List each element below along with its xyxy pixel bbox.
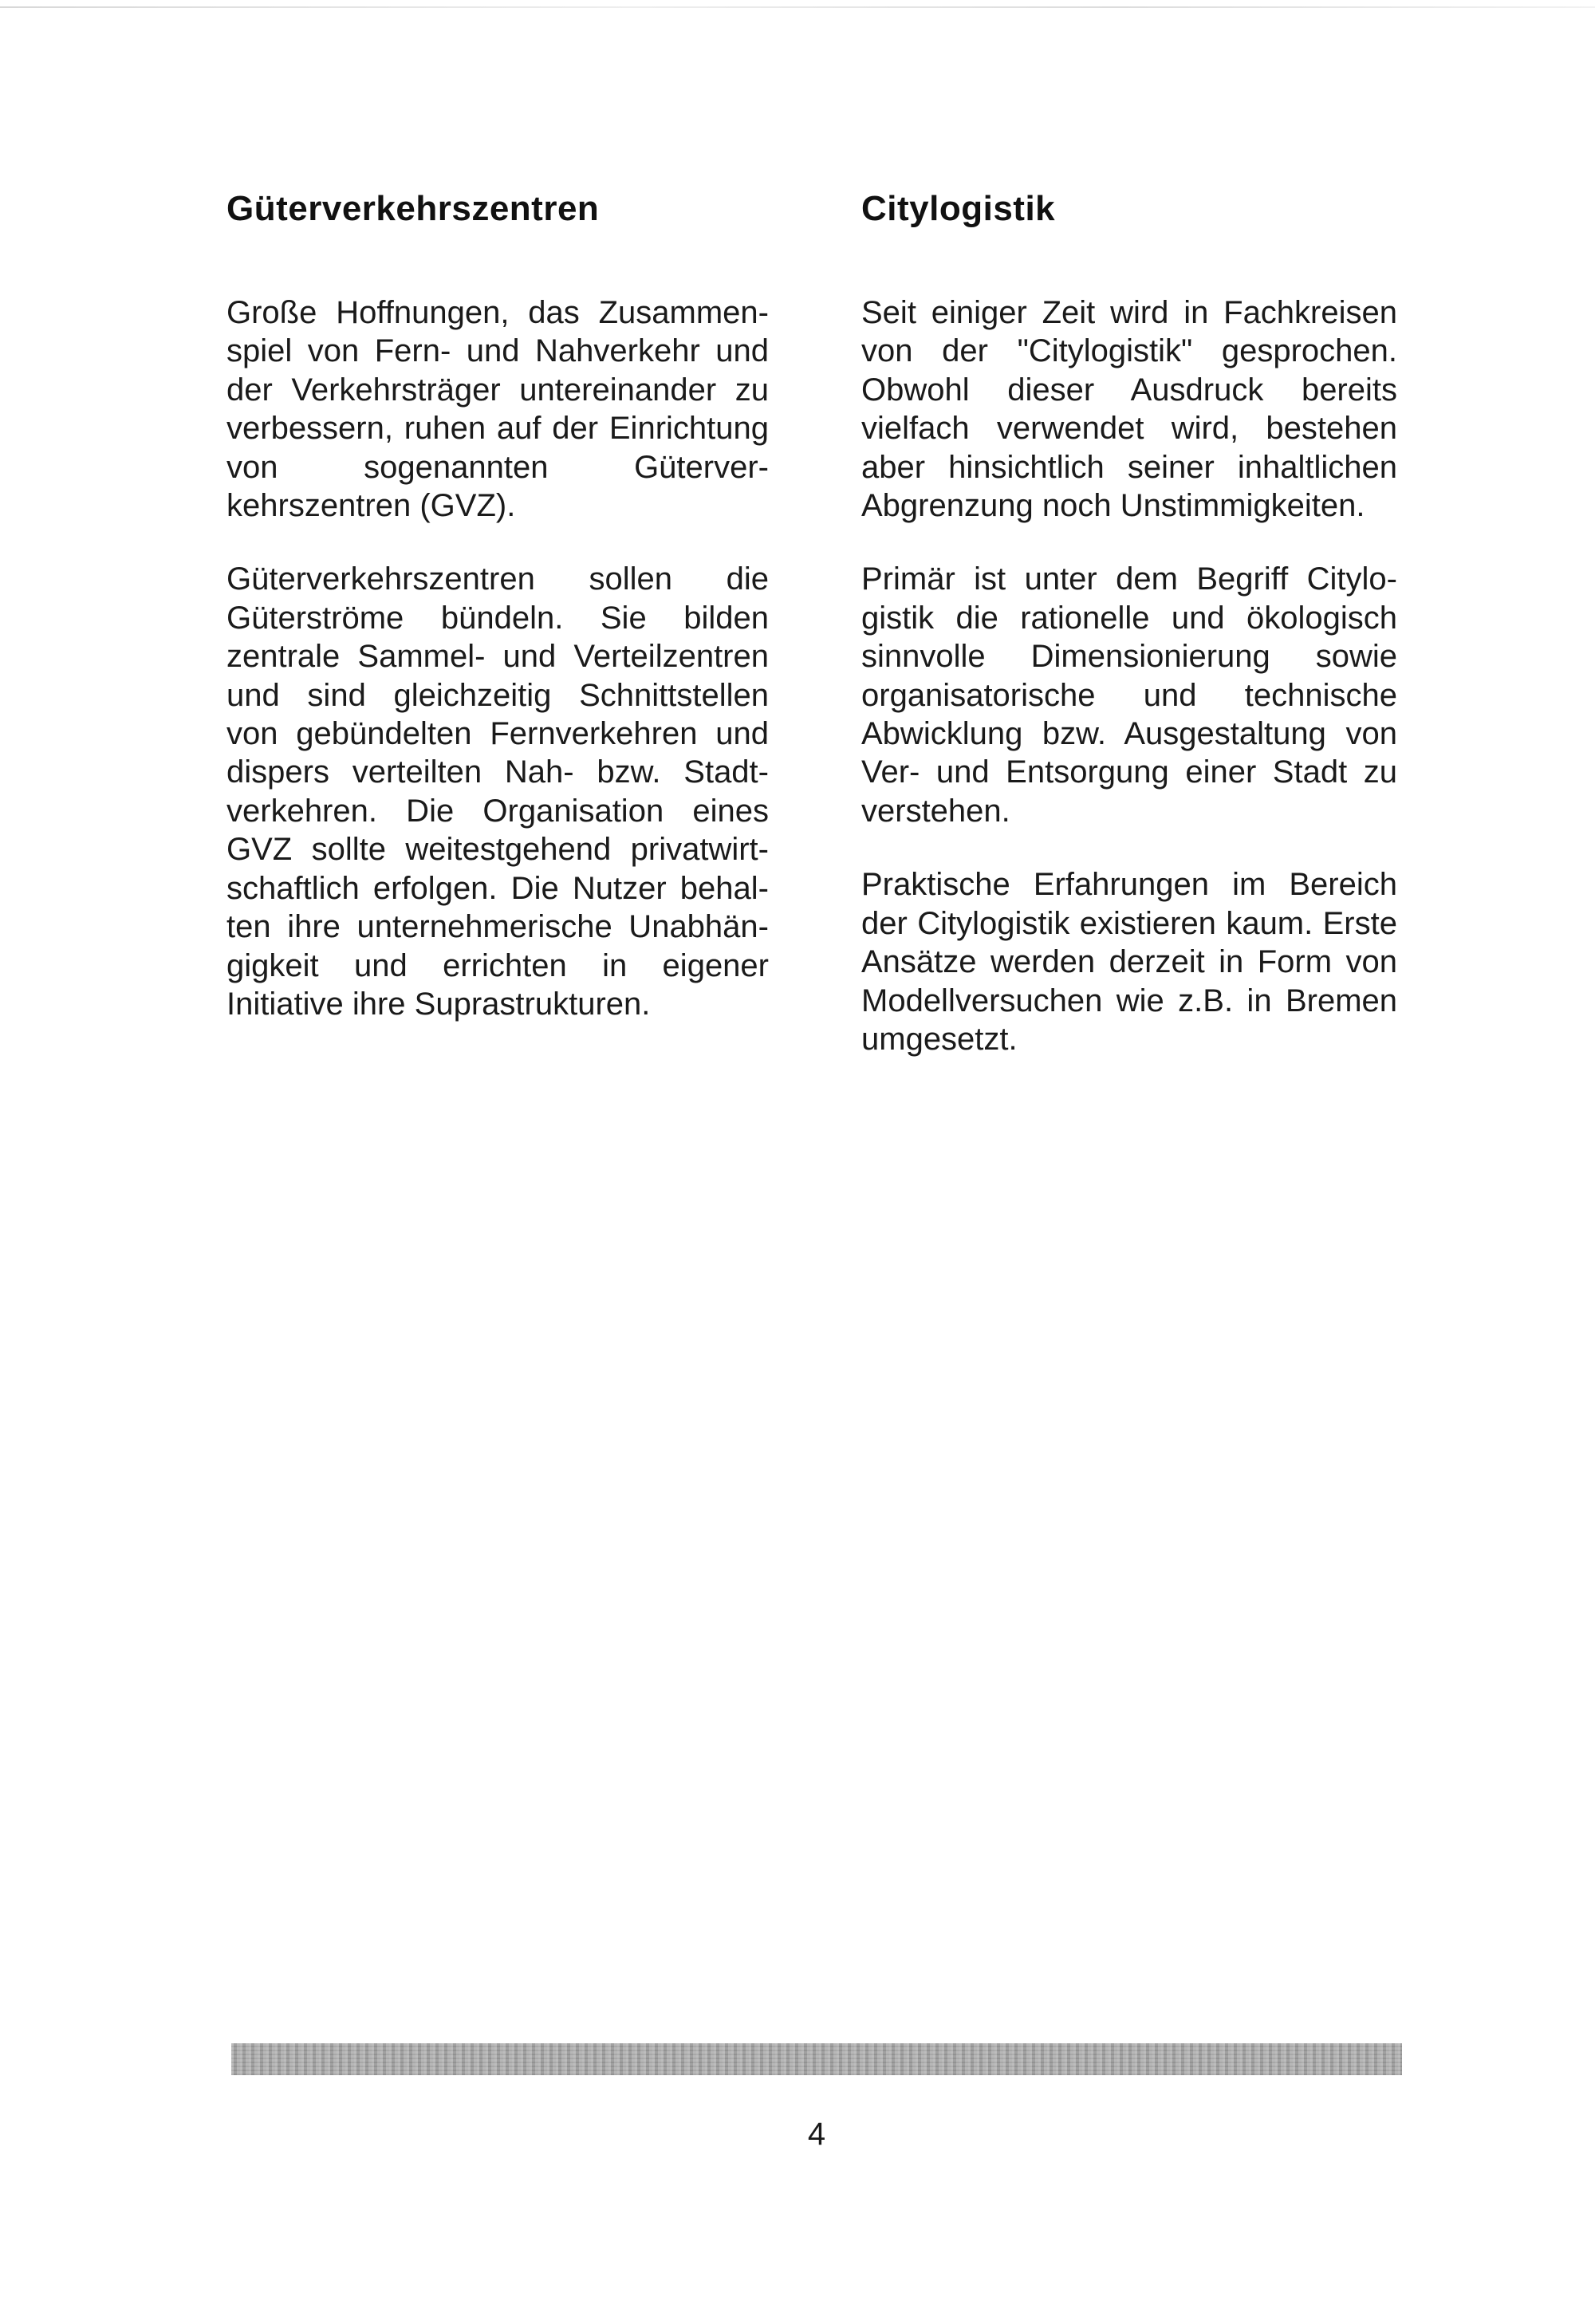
right-column	[861, 185, 1397, 1093]
paragraph: Seit einiger Zeit wird in Fachkreisen von der "Citylogistik" gesprochen. Obwohl dieser Ausdruck bereits vielfach verwendet wird, bestehen aber hinsichtlich seiner inhaltlichen Abgrenzung noch Unstimmigkeiten.	[861, 295, 1397, 524]
footer-decorative-bar	[231, 2043, 1402, 2075]
paragraph: Primär ist unter dem Begriff Citylogistik die rationelle und ökologisch sinnvolle Dimensionierung sowie organisatorische und technische Abwicklung bzw. Ausgestaltung von Ver- und Entsorgung einer Stadt zu verstehen.	[861, 561, 1397, 829]
section-title-gueterverkehrszentren: Güterverkehrszentren	[226, 189, 600, 228]
left-column	[226, 185, 769, 1058]
section-title-citylogistik: Citylogistik	[861, 189, 1056, 228]
paragraph: Praktische Erfahrungen im Bereich der Citylogistik existieren kaum. Erste Ansätze werden derzeit in Form von Modellversuchen wie z.B. in Bremen umgesetzt.	[861, 867, 1397, 1057]
right-column-body	[861, 293, 1397, 1058]
paragraph: Große Hoffnungen, das Zusammenspiel von Fern- und Nahverkehr und der Verkehrsträger untereinander zu verbessern, ruhen auf der Einrichtung von sogenannten Güterverkehrszentren (GVZ).	[226, 295, 769, 524]
left-column-body	[226, 293, 769, 1023]
paragraph: Güterverkehrszentren sollen die Güterströme bündeln. Sie bilden zentrale Sammel- und Verteilzentren und sind gleichzeitig Schnittstellen von gebündelten Fernverkehren und dispers verteilten Nah- bzw. Stadtverkehren. Die Organisation eines GVZ sollte weitestgehend privatwirtschaftlich erfolgen. Die Nutzer behalten ihre unternehmerische Unabhängigkeit und errichten in eigener Initiative ihre Suprastrukturen.	[226, 561, 769, 1022]
top-border-line	[0, 6, 1595, 8]
page-number: 4	[807, 2117, 826, 2152]
